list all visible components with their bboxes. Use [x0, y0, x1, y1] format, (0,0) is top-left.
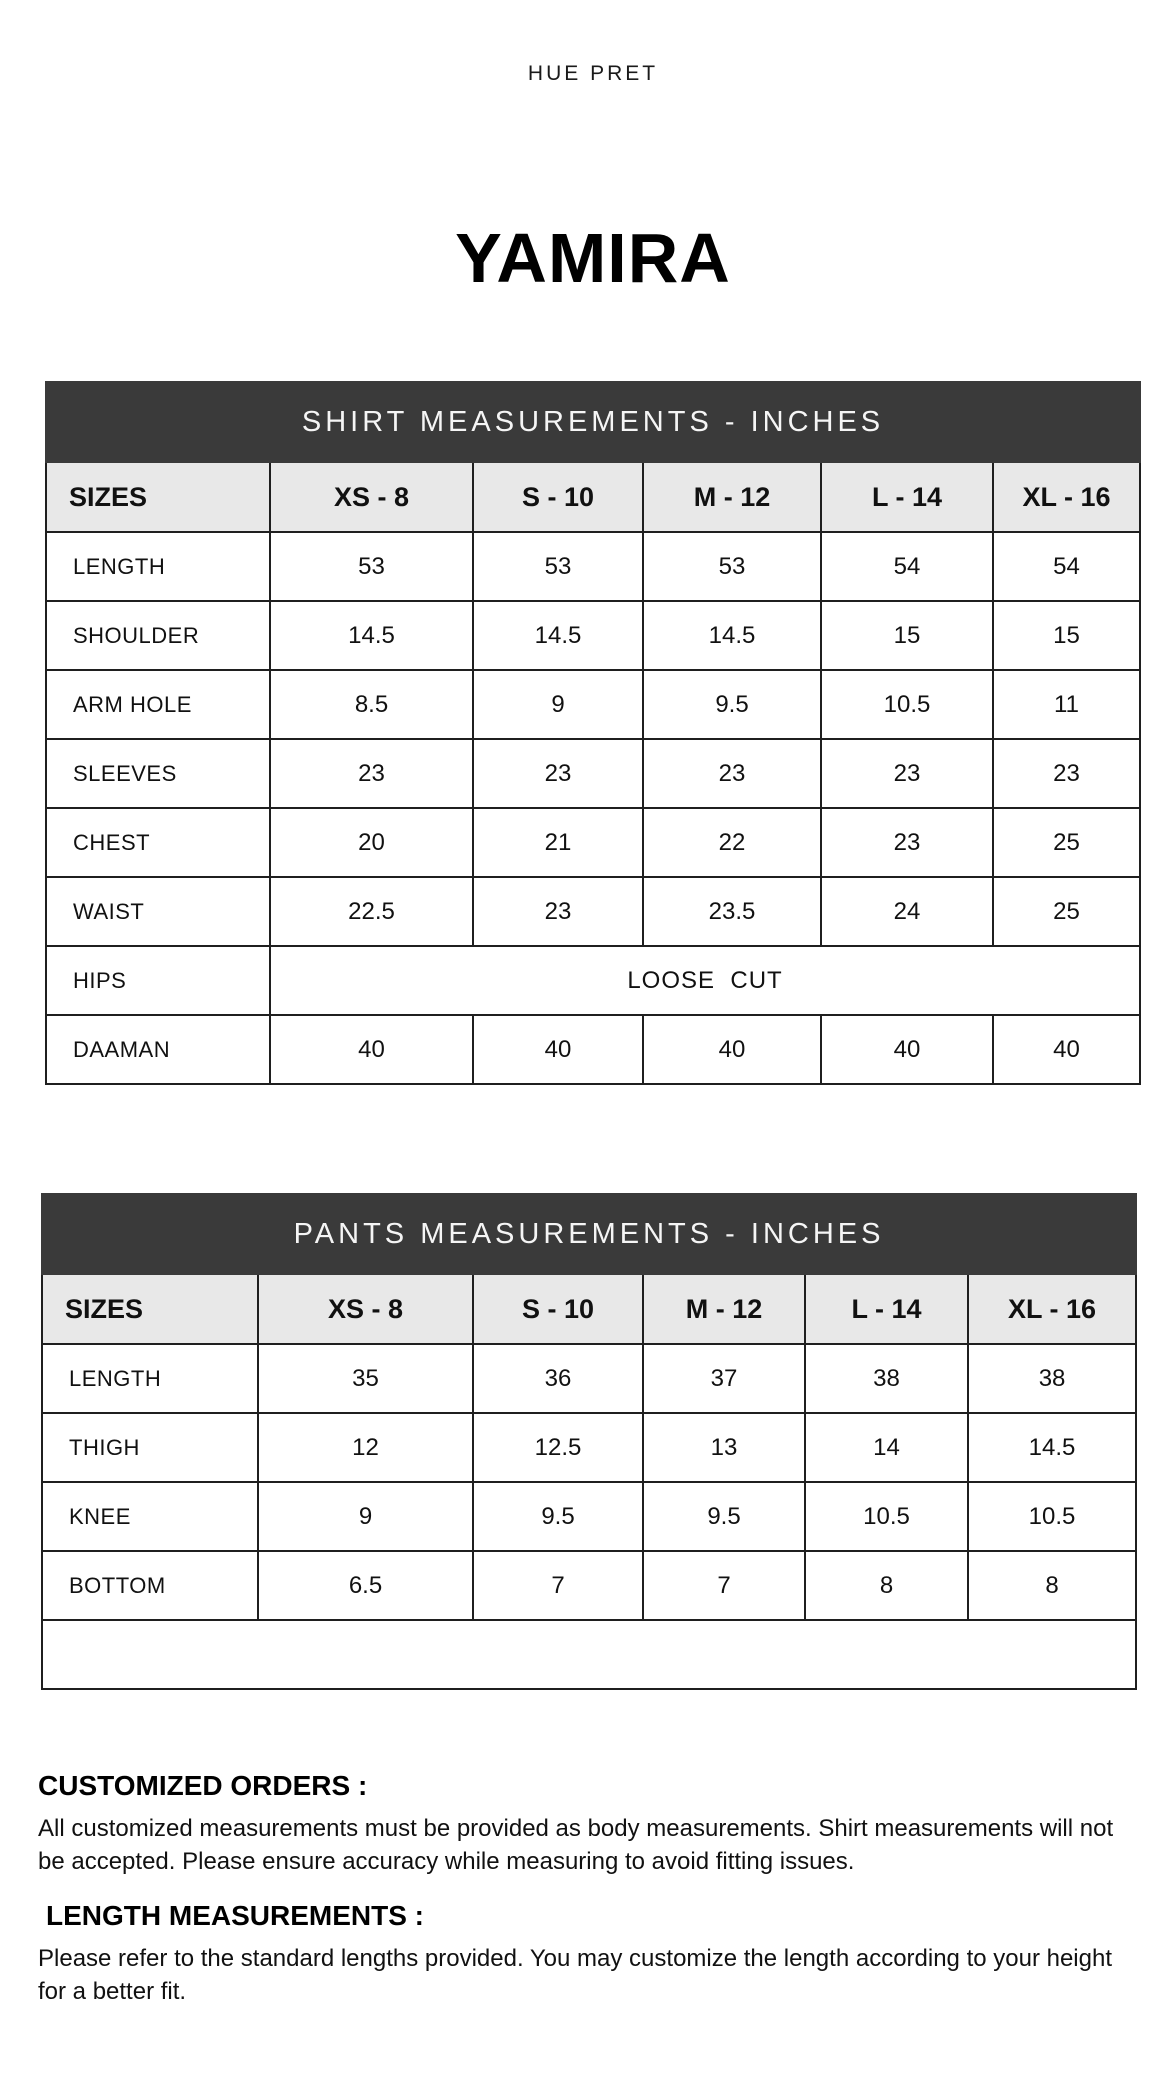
table-cell: 40	[643, 1015, 821, 1084]
row-label: KNEE	[42, 1482, 258, 1551]
table-cell: 40	[821, 1015, 993, 1084]
table-cell: 35	[258, 1344, 473, 1413]
table-cell: 10.5	[805, 1482, 968, 1551]
pants-table-caption: PANTS MEASUREMENTS - INCHES	[42, 1194, 1136, 1274]
row-label: HIPS	[46, 946, 270, 1015]
table-cell: 14	[805, 1413, 968, 1482]
table-cell: 8	[968, 1551, 1136, 1620]
table-row	[46, 670, 1140, 739]
table-cell: 23	[473, 739, 643, 808]
table-cell: 20	[270, 808, 473, 877]
table-cell: 8	[805, 1551, 968, 1620]
row-label: LENGTH	[46, 532, 270, 601]
pants-measurements-table	[41, 1193, 1137, 1690]
table-cell: 14.5	[968, 1413, 1136, 1482]
row-label: ARM HOLE	[46, 670, 270, 739]
shirt-table-caption: SHIRT MEASUREMENTS - INCHES	[46, 382, 1140, 462]
row-label: LENGTH	[42, 1344, 258, 1413]
table-cell: 53	[473, 532, 643, 601]
table-cell: 9.5	[643, 1482, 805, 1551]
table-row	[46, 946, 1140, 1015]
table-cell: 25	[993, 808, 1140, 877]
table-cell: 23	[821, 808, 993, 877]
shirt-size-header: L - 14	[821, 462, 993, 532]
table-row	[42, 1482, 1136, 1551]
table-cell: 22	[643, 808, 821, 877]
customized-orders-heading: CUSTOMIZED ORDERS :	[38, 1770, 368, 1801]
table-cell: 14.5	[643, 601, 821, 670]
row-label: DAAMAN	[46, 1015, 270, 1084]
shirt-sizes-header: SIZES	[46, 462, 270, 532]
table-cell: 23	[993, 739, 1140, 808]
empty-cell	[42, 1620, 1136, 1689]
customized-orders-text: All customized measurements must be provided as body measurements. Shirt measurements will not be accepted. Please ensure accuracy while measuring to avoid fitting issues.	[38, 1815, 1114, 1875]
row-label: BOTTOM	[42, 1551, 258, 1620]
pants-size-header: L - 14	[805, 1274, 968, 1344]
table-cell: 54	[821, 532, 993, 601]
table-cell: 14.5	[270, 601, 473, 670]
table-cell: 9	[258, 1482, 473, 1551]
table-row	[46, 601, 1140, 670]
table-cell: 38	[805, 1344, 968, 1413]
table-cell: 54	[993, 532, 1140, 601]
table-cell: 22.5	[270, 877, 473, 946]
table-cell: 10.5	[821, 670, 993, 739]
table-cell: 40	[270, 1015, 473, 1084]
table-cell: 23	[643, 739, 821, 808]
table-cell: 37	[643, 1344, 805, 1413]
table-cell: 15	[821, 601, 993, 670]
table-cell: 38	[968, 1344, 1136, 1413]
table-cell: 25	[993, 877, 1140, 946]
table-cell: 14.5	[473, 601, 643, 670]
table-row	[46, 532, 1140, 601]
table-row	[42, 1413, 1136, 1482]
table-row	[46, 1015, 1140, 1084]
table-cell: 8.5	[270, 670, 473, 739]
table-cell: 11	[993, 670, 1140, 739]
shirt-size-header: XL - 16	[993, 462, 1140, 532]
table-cell: 36	[473, 1344, 643, 1413]
table-cell: 15	[993, 601, 1140, 670]
pants-sizes-header: SIZES	[42, 1274, 258, 1344]
shirt-size-header: M - 12	[643, 462, 821, 532]
table-row	[46, 808, 1140, 877]
pants-size-header: S - 10	[473, 1274, 643, 1344]
shirt-size-header: XS - 8	[270, 462, 473, 532]
table-row	[42, 1344, 1136, 1413]
row-label: WAIST	[46, 877, 270, 946]
table-cell: 7	[643, 1551, 805, 1620]
length-measurements-text: Please refer to the standard lengths provided. You may customize the length according to your height for a better fit.	[38, 1945, 1112, 2005]
table-cell: 9.5	[643, 670, 821, 739]
table-row	[46, 877, 1140, 946]
table-cell: 23	[473, 877, 643, 946]
table-cell: 9.5	[473, 1482, 643, 1551]
row-label: THIGH	[42, 1413, 258, 1482]
pants-size-header: XL - 16	[968, 1274, 1136, 1344]
row-label: SLEEVES	[46, 739, 270, 808]
table-cell: 53	[643, 532, 821, 601]
table-cell: 53	[270, 532, 473, 601]
table-cell: 9	[473, 670, 643, 739]
table-cell: 40	[473, 1015, 643, 1084]
pants-size-header: XS - 8	[258, 1274, 473, 1344]
table-cell: 6.5	[258, 1551, 473, 1620]
product-title: YAMIRA	[455, 219, 731, 297]
brand-name: HUE PRET	[527, 62, 659, 85]
loose-cut-cell: LOOSE CUT	[270, 946, 1140, 1015]
table-cell: 23	[821, 739, 993, 808]
table-cell: 12	[258, 1413, 473, 1482]
table-cell: 40	[993, 1015, 1140, 1084]
shirt-measurements-table	[45, 381, 1141, 1085]
notes-section	[38, 1770, 1128, 2008]
table-cell: 23.5	[643, 877, 821, 946]
table-row	[46, 739, 1140, 808]
table-row	[42, 1551, 1136, 1620]
row-label: SHOULDER	[46, 601, 270, 670]
row-label: CHEST	[46, 808, 270, 877]
table-cell: 24	[821, 877, 993, 946]
shirt-size-header: S - 10	[473, 462, 643, 532]
pants-size-header: M - 12	[643, 1274, 805, 1344]
empty-table-row	[42, 1620, 1136, 1689]
table-cell: 10.5	[968, 1482, 1136, 1551]
length-measurements-heading: LENGTH MEASUREMENTS :	[46, 1900, 424, 1931]
table-cell: 12.5	[473, 1413, 643, 1482]
table-cell: 21	[473, 808, 643, 877]
table-cell: 7	[473, 1551, 643, 1620]
table-cell: 13	[643, 1413, 805, 1482]
table-cell: 23	[270, 739, 473, 808]
